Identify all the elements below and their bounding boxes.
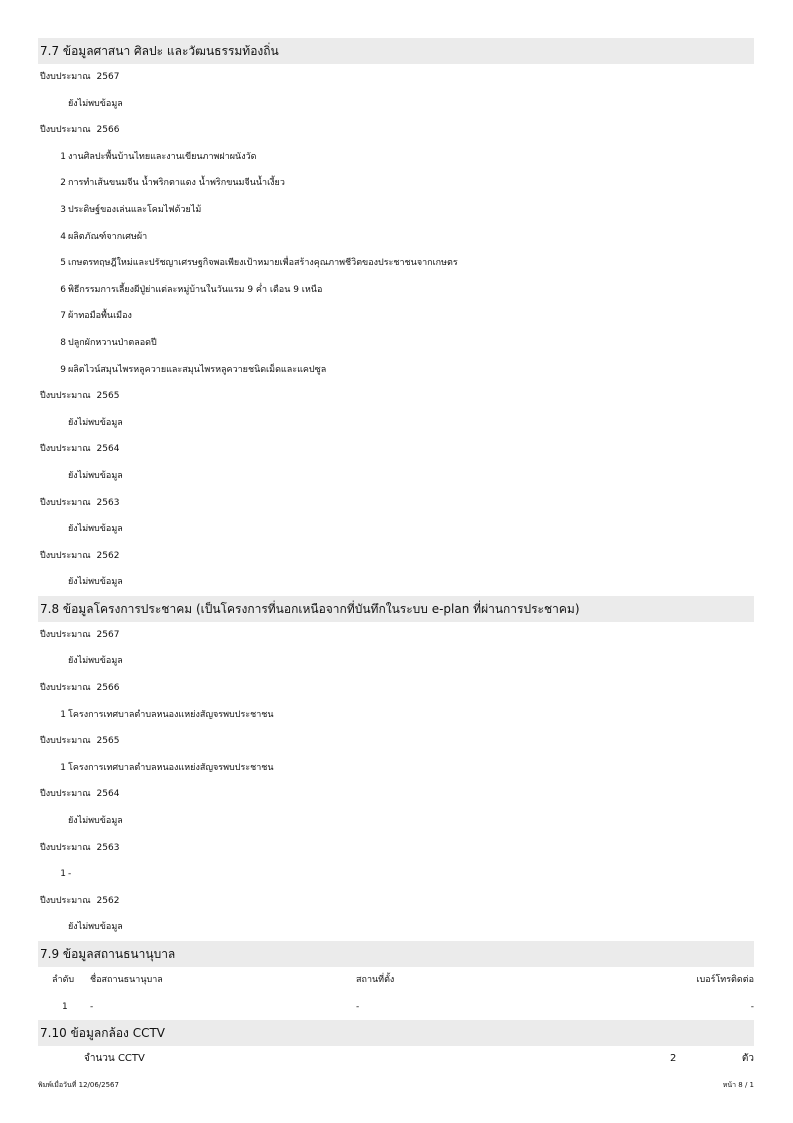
fiscal-year-row — [38, 728, 754, 755]
fiscal-year-row — [38, 436, 754, 463]
item-text: โครงการเทศบาลตำบลหนองแหย่งสัญจรพบประชาชน — [68, 762, 274, 773]
fiscal-year-row — [38, 117, 754, 144]
list-item — [38, 861, 754, 888]
list-item — [38, 357, 754, 384]
item-text: ปลูกผักหวานป่าตลอดปี — [68, 337, 157, 348]
fiscal-year-value: 2567 — [96, 629, 120, 640]
col-header-phone: เบอร์โทรติดต่อ — [696, 975, 754, 985]
item-text: เกษตรทฤษฎีใหม่และปรัชญาเศรษฐกิจพอเพียงเป้าหมายเพื่อสร้างคุณภาพชีวิตของประชาชนจากเกษตร — [68, 258, 458, 269]
item-text: พิธีกรรมการเลี้ยงผีปู่ย่าแต่ละหมู่บ้านในวันแรม 9 ค่ำ เดือน 9 เหนือ — [68, 284, 323, 295]
item-text: โครงการเทศบาลตำบลหนองแหย่งสัญจรพบประชาชน — [68, 709, 274, 720]
no-data-text: ยังไม่พบข้อมูล — [68, 524, 123, 535]
fiscal-year-value: 2565 — [96, 736, 120, 747]
fiscal-year-value: 2564 — [96, 444, 120, 455]
fiscal-year-row — [38, 64, 754, 91]
section-religion-culture — [38, 38, 754, 596]
list-item — [38, 144, 754, 171]
section-community-projects — [38, 596, 754, 941]
fiscal-year-value: 2563 — [96, 497, 120, 508]
item-number: 5 — [60, 258, 66, 269]
list-item — [38, 170, 754, 197]
fiscal-year-label: ปีงบประมาณ — [40, 789, 91, 800]
item-text: ผลิตภัณฑ์จากเศษผ้า — [68, 231, 148, 242]
item-number: 1 — [60, 151, 66, 162]
fiscal-year-row — [38, 490, 754, 517]
fiscal-year-value: 2562 — [96, 895, 120, 906]
cell-phone: - — [750, 1001, 754, 1012]
cell-location: - — [356, 1001, 360, 1012]
no-data-text: ยังไม่พบข้อมูล — [68, 577, 123, 588]
fiscal-year-label: ปีงบประมาณ — [40, 497, 91, 508]
section-header-7-10: 7.10 ข้อมูลกล้อง CCTV — [38, 1020, 754, 1046]
pawnshop-table-header — [38, 967, 754, 994]
fiscal-year-label: ปีงบประมาณ — [40, 895, 91, 906]
year-list — [38, 622, 754, 941]
page-number: หน้า 8 / 1 — [722, 1081, 754, 1089]
cell-name: - — [90, 1001, 94, 1012]
cctv-unit: ตัว — [741, 1053, 754, 1065]
fiscal-year-row — [38, 835, 754, 862]
item-text: ประดิษฐ์ของเล่นและโคมไฟด้วยไม้ — [68, 204, 202, 215]
fiscal-year-value: 2562 — [96, 550, 120, 561]
list-item — [38, 224, 754, 251]
fiscal-year-value: 2567 — [96, 72, 120, 82]
item-number: 3 — [60, 204, 66, 215]
section-cctv — [38, 1020, 754, 1072]
year-list — [38, 64, 754, 596]
col-header-name: ชื่อสถานธนานุบาล — [90, 975, 163, 985]
item-number: 7 — [60, 311, 66, 322]
item-number: 2 — [60, 178, 66, 189]
fiscal-year-row — [38, 383, 754, 410]
col-header-location: สถานที่ตั้ง — [356, 975, 395, 985]
no-data-text: ยังไม่พบข้อมูล — [68, 656, 123, 667]
no-data-text: ยังไม่พบข้อมูล — [68, 816, 123, 827]
section-pawnshop — [38, 941, 754, 1020]
cctv-count-row — [38, 1046, 754, 1072]
col-header-no: ลำดับ — [52, 975, 75, 985]
fiscal-year-row — [38, 622, 754, 649]
list-item — [38, 303, 754, 330]
fiscal-year-value: 2566 — [96, 125, 120, 136]
fiscal-year-row — [38, 675, 754, 702]
page-footer — [38, 1080, 754, 1094]
no-data-text: ยังไม่พบข้อมูล — [68, 417, 123, 428]
no-data-text: ยังไม่พบข้อมูล — [68, 922, 123, 933]
fiscal-year-value: 2565 — [96, 391, 120, 402]
fiscal-year-label: ปีงบประมาณ — [40, 842, 91, 853]
item-number: 6 — [60, 284, 66, 295]
pawnshop-table-body — [38, 994, 754, 1021]
fiscal-year-label: ปีงบประมาณ — [40, 550, 91, 561]
fiscal-year-value: 2563 — [96, 842, 120, 853]
fiscal-year-row — [38, 543, 754, 570]
no-data-text: ยังไม่พบข้อมูล — [68, 98, 123, 109]
fiscal-year-label: ปีงบประมาณ — [40, 736, 91, 747]
fiscal-year-value: 2566 — [96, 683, 120, 694]
item-number: 8 — [60, 337, 66, 348]
list-item — [38, 330, 754, 357]
table-row — [38, 994, 754, 1021]
cctv-label: จำนวน CCTV — [84, 1053, 145, 1065]
item-number: 1 — [60, 869, 66, 880]
fiscal-year-label: ปีงบประมาณ — [40, 125, 91, 136]
list-item — [38, 250, 754, 277]
fiscal-year-label: ปีงบประมาณ — [40, 683, 91, 694]
fiscal-year-value: 2564 — [96, 789, 120, 800]
list-item — [38, 277, 754, 304]
item-text: การทำเส้นขนมจีน น้ำพริกตาแดง น้ำพริกขนมจีนน้ำเงี้ยว — [68, 178, 285, 189]
cctv-value: 2 — [670, 1053, 677, 1065]
item-number: 9 — [60, 364, 66, 375]
cell-no: 1 — [62, 1001, 68, 1012]
fiscal-year-row — [38, 781, 754, 808]
item-text: งานศิลปะพื้นบ้านไทยและงานเขียนภาพฝาผนังวัด — [68, 151, 257, 162]
list-item — [38, 755, 754, 782]
section-header-7-7: 7.7 ข้อมูลศาสนา ศิลปะ และวัฒนธรรมท้องถิ่น — [38, 38, 754, 64]
item-number: 1 — [60, 762, 66, 773]
fiscal-year-row — [38, 888, 754, 915]
no-data-text: ยังไม่พบข้อมูล — [68, 470, 123, 481]
item-text: ผ้าทอมือพื้นเมือง — [68, 311, 132, 322]
document-page — [38, 38, 754, 1072]
fiscal-year-label: ปีงบประมาณ — [40, 72, 91, 82]
fiscal-year-label: ปีงบประมาณ — [40, 444, 91, 455]
item-number: 1 — [60, 709, 66, 720]
fiscal-year-label: ปีงบประมาณ — [40, 629, 91, 640]
item-text: - — [68, 869, 72, 880]
section-header-7-9: 7.9 ข้อมูลสถานธนานุบาล — [38, 941, 754, 967]
list-item — [38, 197, 754, 224]
fiscal-year-label: ปีงบประมาณ — [40, 391, 91, 402]
item-number: 4 — [60, 231, 66, 242]
item-text: ผลิตไวน์สมุนไพรหลูควายและสมุนไพรหลูควายชนิดเม็ดและแคปซูล — [68, 364, 327, 375]
section-header-7-8: 7.8 ข้อมูลโครงการประชาคม (เป็นโครงการที่นอกเหนือจากที่บันทึกในระบบ e-plan ที่ผ่านการประชาคม) — [38, 596, 754, 622]
list-item — [38, 702, 754, 729]
print-date: พิมพ์เมื่อวันที่ 12/06/2567 — [38, 1081, 119, 1089]
